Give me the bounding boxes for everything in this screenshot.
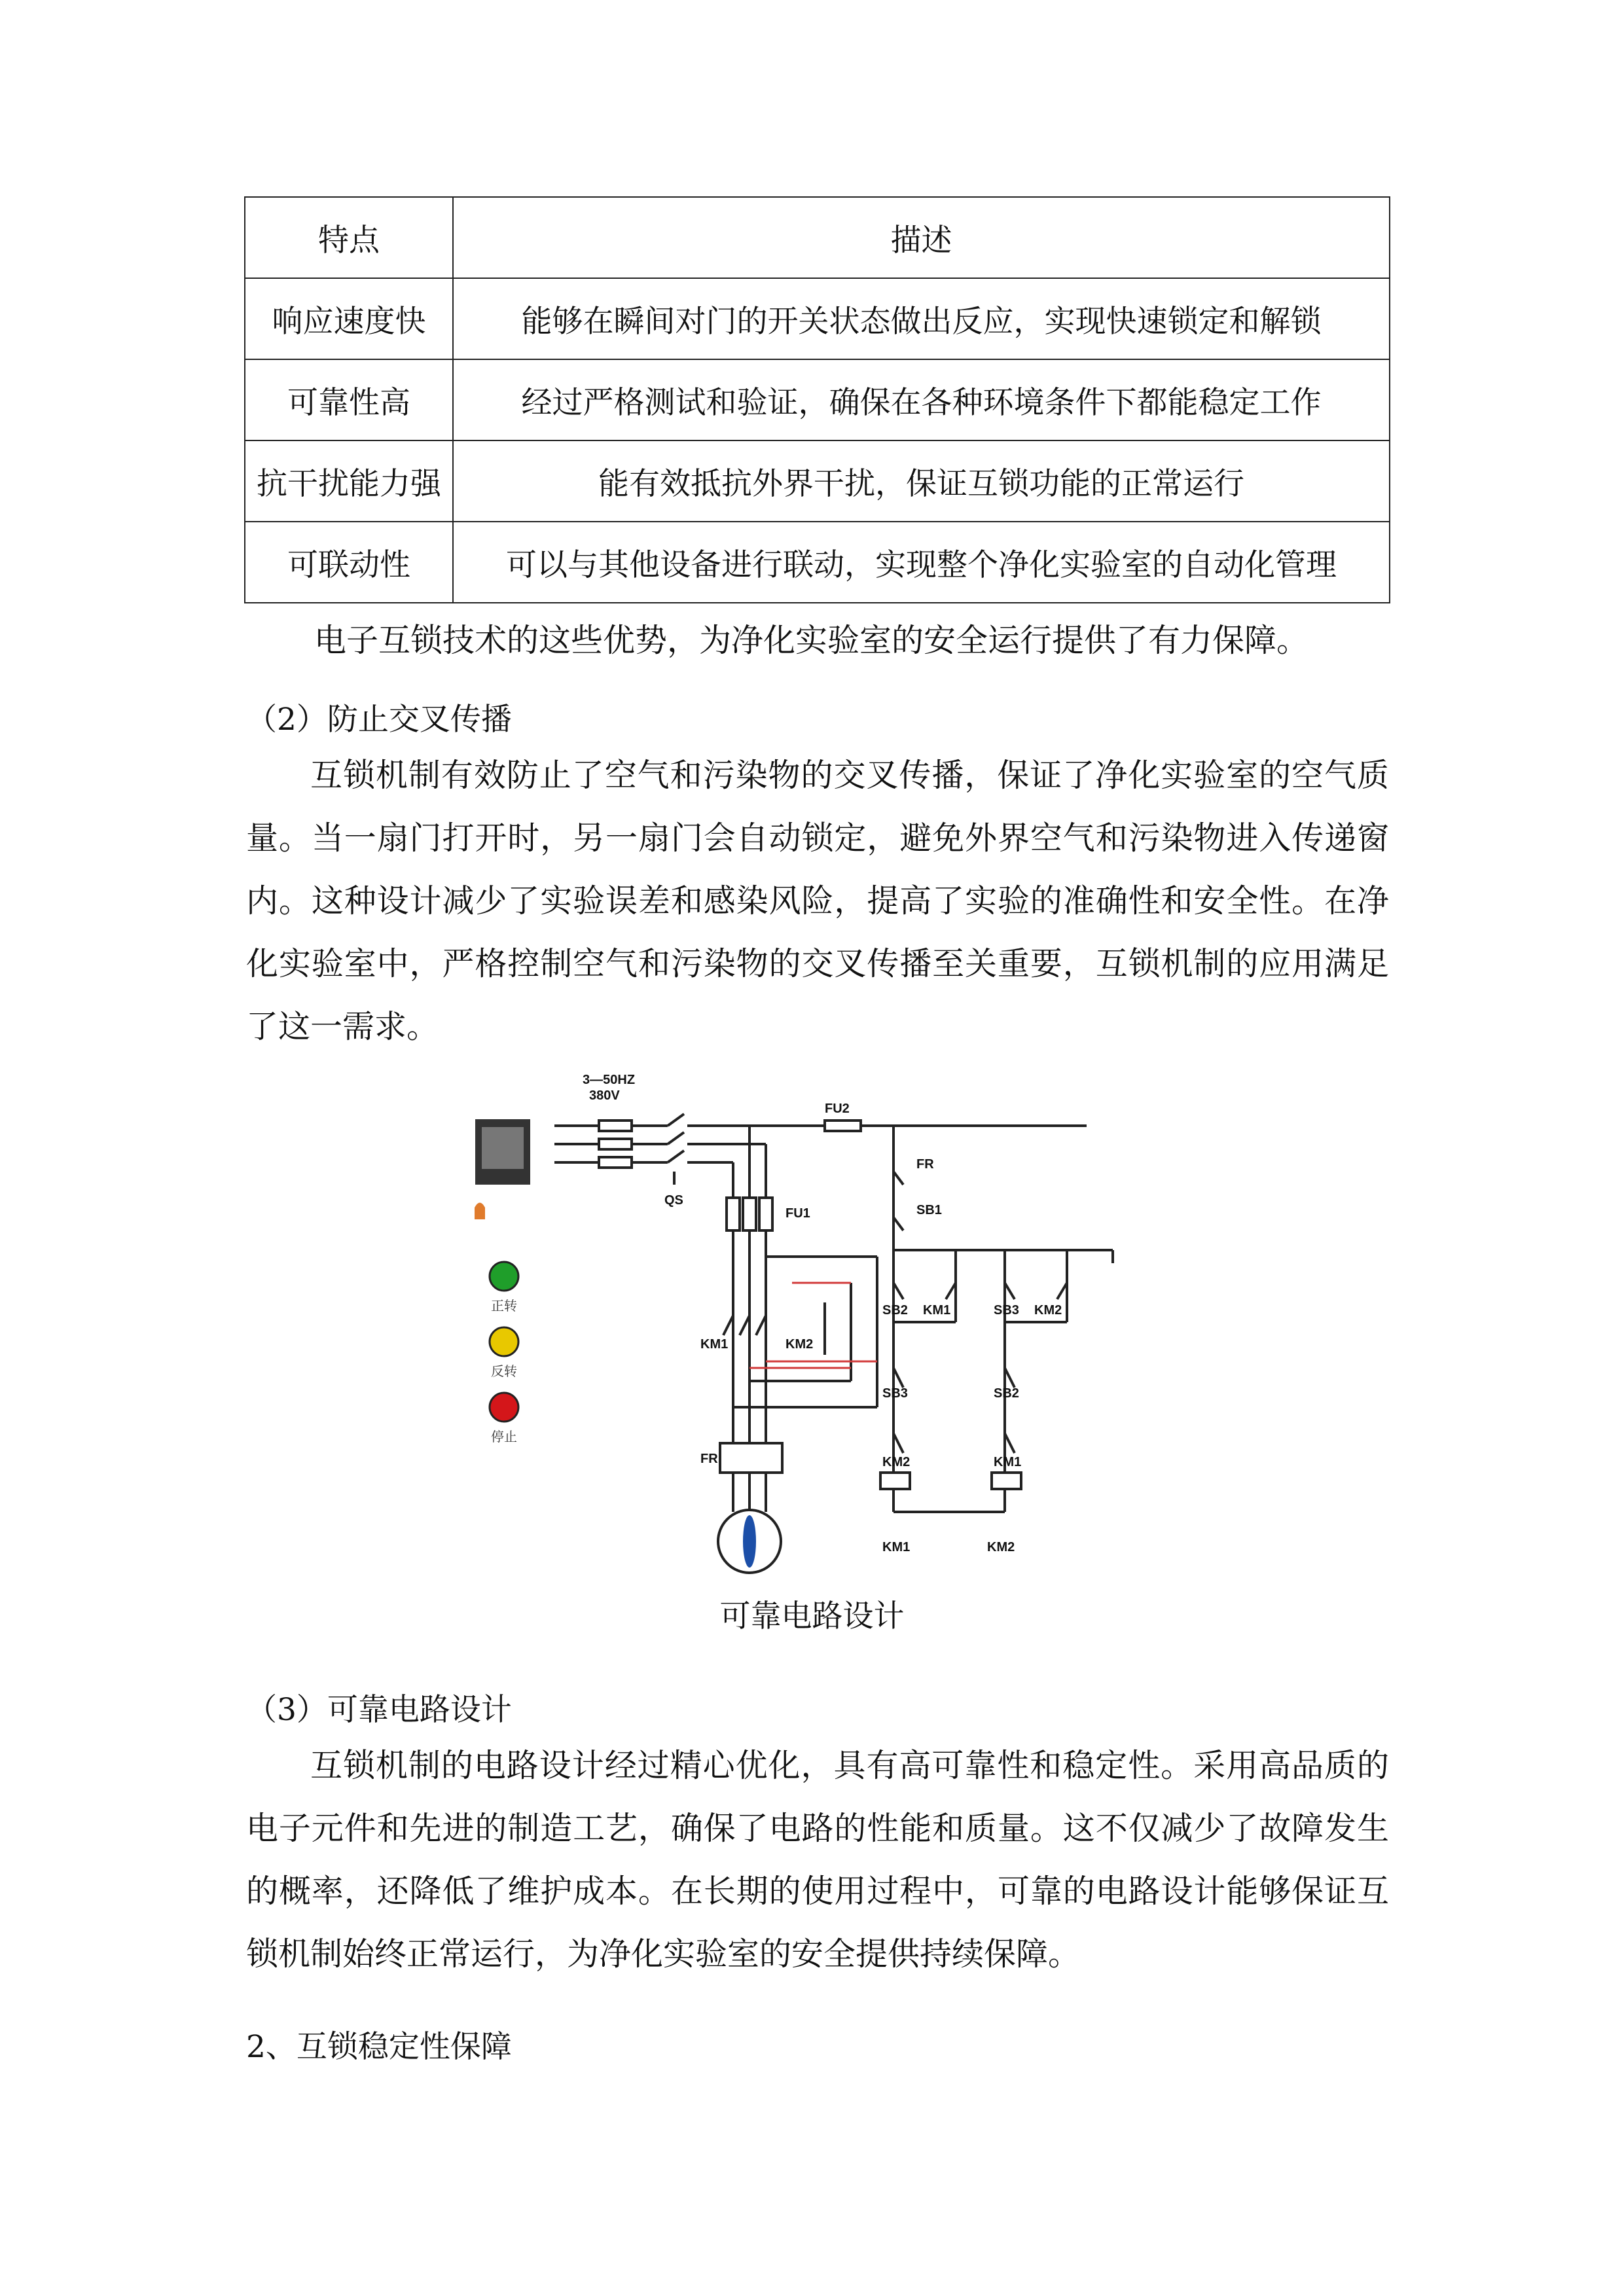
label-forward: 正转	[491, 1298, 517, 1314]
table-row	[245, 359, 1390, 440]
label-coil-km1: KM1	[882, 1540, 911, 1554]
table-row	[245, 522, 1390, 603]
section-heading-stability: 2、互锁稳定性保障	[246, 2029, 512, 2065]
table-header: 特点	[245, 197, 453, 278]
table-cell: 能够在瞬间对门的开关状态做出反应，实现快速锁定和解锁	[453, 278, 1390, 359]
table-cell: 可靠性高	[245, 359, 453, 440]
label-km1-aux: KM1	[923, 1303, 951, 1318]
summary-line: 电子互锁技术的这些优势，为净化实验室的安全运行提供了有力保障。	[314, 622, 1309, 659]
label-sb3: SB3	[994, 1303, 1019, 1318]
red-light-icon	[490, 1393, 518, 1422]
label-fu1: FU1	[785, 1206, 810, 1221]
label-reverse: 反转	[491, 1363, 517, 1379]
label-km2-main: KM2	[785, 1337, 814, 1352]
label-sb2-nc: SB2	[994, 1386, 1019, 1401]
label-fu2: FU2	[825, 1102, 850, 1116]
label-coil-km2: KM2	[987, 1540, 1015, 1554]
yellow-light-icon	[490, 1327, 518, 1356]
table-row	[245, 440, 1390, 522]
table-row	[245, 278, 1390, 359]
hand-pointer-icon	[475, 1203, 485, 1220]
label-fr-control: FR	[916, 1157, 934, 1172]
interlock-wires	[749, 1283, 877, 1368]
green-light-icon	[490, 1262, 518, 1291]
table-cell: 可联动性	[245, 522, 453, 603]
label-km2-interlock: KM2	[882, 1455, 911, 1469]
label-km2-aux: KM2	[1034, 1303, 1062, 1318]
table-cell: 响应速度快	[245, 278, 453, 359]
features-table	[244, 196, 1390, 603]
section-body-circuit: 互锁机制的电路设计经过精心优化，具有高可靠性和稳定性。采用高品质的电子元件和先进的制造工艺，确保了电路的性能和质量。这不仅减少了故障发生的概率，还降低了维护成本。在长期的使用过程中，可靠的电路设计能够保证互锁机制始终正常运行，为净化实验室的安全提供持续保障。	[246, 1747, 1389, 1973]
label-supply-volt: 380V	[589, 1088, 620, 1103]
table-cell: 抗干扰能力强	[245, 440, 453, 522]
label-sb1: SB1	[916, 1203, 942, 1217]
figure-caption: 可靠电路设计	[719, 1598, 905, 1634]
table-cell: 能有效抵抗外界干扰，保证互锁功能的正常运行	[453, 440, 1390, 522]
table-cell: 可以与其他设备进行联动，实现整个净化实验室的自动化管理	[453, 522, 1390, 603]
section-heading-circuit: （3）可靠电路设计	[246, 1692, 512, 1728]
circuit-diagram	[458, 1067, 1159, 1577]
table-header-row	[245, 197, 1390, 278]
label-sb2: SB2	[882, 1303, 908, 1318]
table-cell: 经过严格测试和验证，确保在各种环境条件下都能稳定工作	[453, 359, 1390, 440]
section-heading-cross-spread: （2）防止交叉传播	[246, 702, 512, 738]
section-body-cross-spread: 互锁机制有效防止了空气和污染物的交叉传播，保证了净化实验室的空气质量。当一扇门打开时，另一扇门会自动锁定，避免外界空气和污染物进入传递窗内。这种设计减少了实验误差和感染风险，提高了实验的准确性和安全性。在净化实验室中，严格控制空气和污染物的交叉传播至关重要，互锁机制的应用满足了这一需求。	[246, 757, 1389, 1045]
label-stop: 停止	[491, 1429, 517, 1444]
table-header: 描述	[453, 197, 1390, 278]
label-fr-main: FR	[700, 1452, 718, 1466]
label-km1-interlock: KM1	[994, 1455, 1022, 1469]
label-qs: QS	[664, 1193, 683, 1208]
label-sb3-nc: SB3	[882, 1386, 908, 1401]
label-km1-main: KM1	[700, 1337, 729, 1352]
motor-rotor-icon	[743, 1515, 756, 1568]
label-supply-freq: 3—50HZ	[583, 1073, 636, 1087]
